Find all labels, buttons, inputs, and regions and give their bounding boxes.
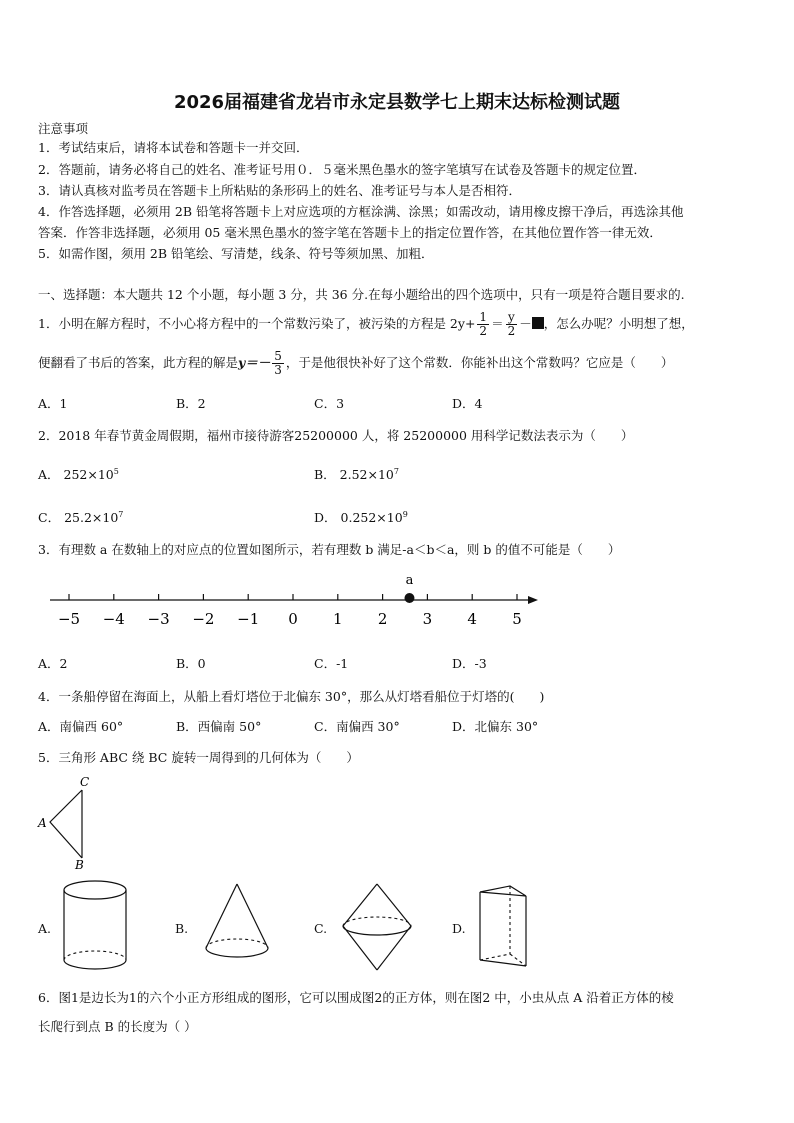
option-c: C. [314, 921, 328, 936]
option-c: C． $25.2\times 10^7$ [38, 510, 124, 526]
fraction: $\frac{1}{2}$ [479, 310, 488, 338]
tick-label: 1 [333, 610, 343, 628]
note-item: 4．作答选择题，必须用 2B 铅笔将答题卡上对应选项的方框涂满、涂黑；如需改动，请用橡皮擦干净后，再选涂其他 [38, 204, 684, 219]
option-b: B． $2.52\times 10^7$ [314, 467, 399, 483]
note-item: 1．考试结束后，请将本试卷和答题卡一并交回． [38, 140, 309, 155]
tick-label: −3 [147, 610, 170, 628]
fraction: $\frac{y}{2}$ [507, 310, 516, 338]
question-4: 4．一条船停留在海面上，从船上看灯塔位于北偏东 30°，那么从灯塔看船位于灯塔的( ) [38, 689, 545, 704]
option-b: B．0 [176, 656, 206, 671]
tick-label: 3 [422, 610, 433, 628]
tick-label: 4 [467, 610, 477, 628]
section-heading: 一、选择题：本大题共 12 个小题，每小题 3 分，共 36 分.在每小题给出的四个选项中，只有一项是符合题目要求的. [38, 287, 685, 302]
triangle-abc [30, 772, 110, 872]
question-1-line-1 [38, 311, 694, 338]
number-line [40, 568, 550, 638]
tick-label: 2 [377, 610, 388, 628]
option-a: A． $252\times 10^5$ [38, 467, 119, 483]
option-b: B．西偏南 50° [176, 719, 262, 734]
option-c: C．3 [314, 396, 345, 411]
fraction: $\frac{5}{3}$ [274, 349, 282, 377]
option-b: B. [175, 921, 189, 936]
smudge-block-icon [532, 317, 544, 329]
vertex-c-label: C [80, 775, 90, 789]
option-a: A．南偏西 60° [38, 719, 124, 734]
option-c: C．-1 [314, 656, 349, 671]
option-d: D． $0.252\times 10^9$ [314, 510, 408, 526]
solution-var: y＝－ [238, 355, 271, 370]
option-c: C．南偏西 30° [314, 719, 400, 734]
note-item: 3．请认真核对监考员在答题卡上所粘贴的条形码上的姓名、准考证号与本人是否相符． [38, 183, 521, 198]
equals-sign: ＝ [491, 316, 504, 331]
tick-label: 0 [288, 610, 298, 628]
q1-text-b: ，怎么办呢？小明想了想， [543, 316, 694, 331]
option-a: A．2 [38, 656, 68, 671]
question-1-line-2 [38, 350, 673, 377]
tick-label: −5 [57, 610, 81, 628]
note-item: 答案．作答非选择题，必须用 05 毫米黑色墨水的签字笔在答题卡上的指定位置作答，在其他位置作答一律无效． [38, 225, 662, 240]
question-3: 3．有理数 a 在数轴上的对应点的位置如图所示，若有理数 b 满足-a＜b＜a，则 b 的值不可能是（ ） [38, 542, 621, 557]
q1-text-d: ，于是他很快补好了这个常数．你能补出这个常数吗？它应是（ ） [285, 355, 674, 370]
q1-text-a: 1．小明在解方程时，不小心将方程中的一个常数污染了，被污染的方程是 2y+ [38, 316, 476, 331]
option-d: D．北偏东 30° [452, 719, 539, 734]
option-d: D．-3 [452, 656, 487, 671]
question-6-line-2: 长爬行到点 B 的长度为（ ） [38, 1019, 197, 1034]
double-cone-figure [337, 880, 417, 980]
tick-label: −1 [237, 610, 260, 628]
point-a-label: a [405, 573, 414, 588]
question-2: 2．2018 年春节黄金周假期，福州市接待游客25200000 人，将 25200000 用科学记数法表示为（ ） [38, 428, 634, 443]
question-6-line-1: 6．图1是边长为1的六个小正方形组成的图形，它可以围成图2的正方体，则在图2 中，小虫从点 A 沿着正方体的棱 [38, 990, 674, 1005]
point-a [404, 593, 414, 603]
note-item: 5．如需作图，须用 2B 铅笔绘、写清楚，线条、符号等须加黑、加粗． [38, 246, 434, 261]
cylinder-figure [58, 876, 132, 976]
tick-label: 5 [512, 610, 522, 628]
note-item: 2．答题前，请务必将自己的姓名、准考证号用０．５毫米黑色墨水的签字笔填写在试卷及答题卡的规定位置． [38, 162, 646, 177]
page-title: 2026届福建省龙岩市永定县数学七上期末达标检测试题 [173, 92, 621, 113]
cone-figure [200, 880, 274, 976]
triangular-prism-figure [474, 882, 534, 974]
option-b: B．2 [176, 396, 206, 411]
option-a: A. [38, 921, 52, 936]
option-d: D. [452, 921, 466, 936]
minus-sign: － [519, 316, 532, 331]
q1-text-c: 便翻看了书后的答案，此方程的解是 [38, 355, 239, 370]
vertex-b-label: B [75, 858, 84, 872]
vertex-a-label: A [38, 816, 47, 830]
question-5: 5．三角形 ABC 绕 BC 旋转一周得到的几何体为（ ） [38, 750, 359, 765]
option-d: D．4 [452, 396, 483, 411]
tick-label: −4 [102, 610, 125, 628]
tick-label: −2 [192, 610, 215, 628]
notes-heading: 注意事项 [38, 121, 89, 136]
option-a: A．1 [38, 396, 68, 411]
